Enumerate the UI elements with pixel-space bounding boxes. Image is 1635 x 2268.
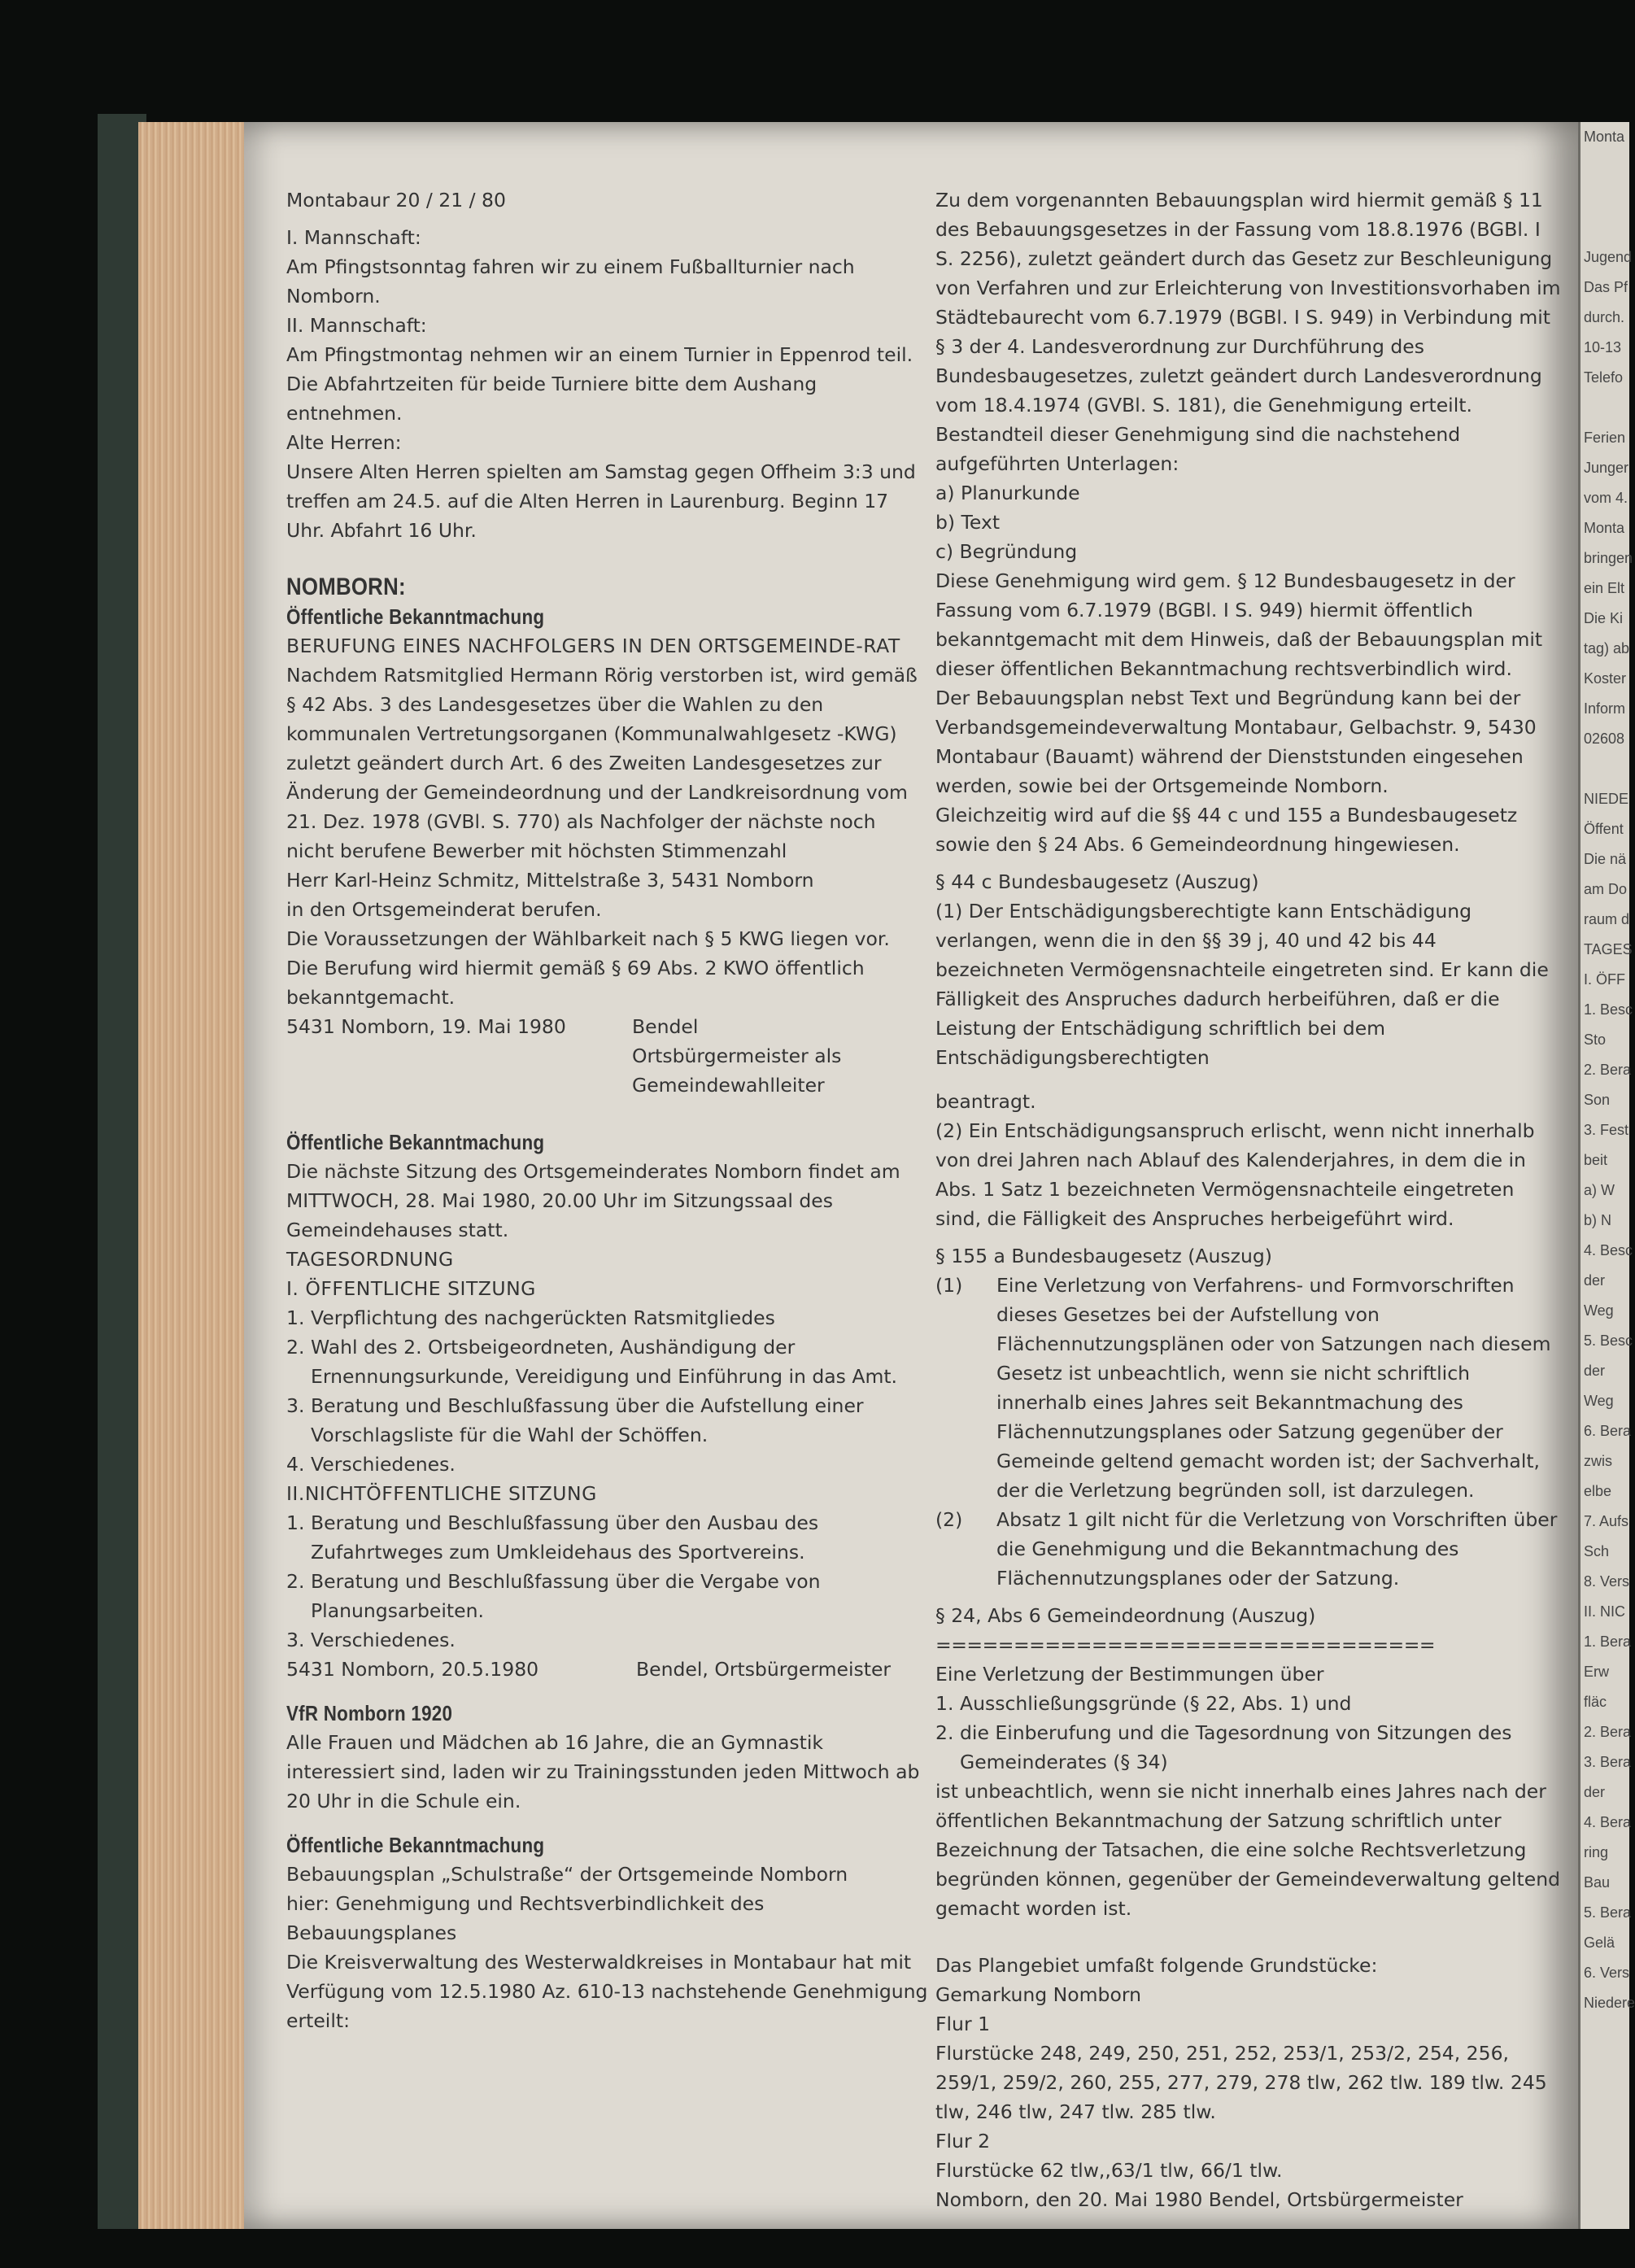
- nomborn-heading: NOMBORN:: [286, 574, 406, 600]
- flur1-label: Flur 1: [935, 2013, 991, 2035]
- next-page-fragment: Weg: [1584, 1393, 1614, 1409]
- part-item: b) Text: [935, 511, 1001, 534]
- next-page-fragment: der: [1584, 1363, 1606, 1379]
- next-page-fragment: der: [1584, 1272, 1606, 1289]
- s24-intro: Eine Verletzung der Bestimmungen über: [935, 1663, 1324, 1686]
- meeting-intro: Die nächste Sitzung des Ortsgemeinderates Nomborn findet am MITTWOCH, 28. Mai 1980, 20.00 Uhr im Sitzungssaal des Gemeindehauses statt.: [286, 1160, 900, 1241]
- next-page-edge: [1578, 122, 1635, 2229]
- next-page-fragment: a) W: [1584, 1182, 1615, 1198]
- next-page-fragment: Bau: [1584, 1874, 1611, 1891]
- next-page-fragment: [1580, 212, 1629, 242]
- s44-title: § 44 c Bundesbaugesetz (Auszug): [935, 870, 1259, 893]
- next-page-fragment: Öffent: [1584, 821, 1624, 837]
- next-page-fragment: Junger: [1584, 460, 1629, 476]
- notice-person: Herr Karl-Heinz Schmitz, Mittelstraße 3, 5431 Nomborn: [286, 869, 814, 892]
- next-page-fragment: b) N: [1584, 1212, 1612, 1228]
- next-page-fragment: tag) ab: [1584, 640, 1630, 656]
- s24-title: § 24, Abs 6 Gemeindeordnung (Auszug): [935, 1604, 1316, 1627]
- next-page-fragment: [1580, 182, 1629, 212]
- next-page-fragment: Niedere: [1584, 1995, 1635, 2011]
- next-page-fragment: der: [1584, 1784, 1606, 1800]
- notice-signature: [286, 1012, 929, 1100]
- next-page-fragment: Telefo: [1584, 369, 1624, 386]
- flur2-parcels: Flurstücke 62 tlw,,63/1 tlw, 66/1 tlw.: [935, 2159, 1283, 2182]
- signature-name: Bendel, Ortsbürgermeister: [636, 1658, 892, 1681]
- s24-item: 2. die Einberufung und die Tagesordnung von Sitzungen des Gemeinderates (§ 34): [935, 1721, 1512, 1773]
- signature-name: Bendel Ortsbürgermeister als Gemeindewahlleiter: [632, 1015, 842, 1097]
- notice-body: Nachdem Ratsmitglied Hermann Rörig verstorben ist, wird gemäß § 42 Abs. 3 des Landesgesetzes über die Wahlen zu den kommunalen Vertretungsorganen (Kommunalwahlgesetz -KWG) zuletzt geändert durch Art. 6 des Zweiten Landesgesetzes zur Änderung der Gemeindeordnung und der Landkreisordnung vom 21. Dez. 1978 (GVBl. S. 770) als Nachfolger der nächste noch nicht berufene Bewerber mit höchsten Stimmenzahl: [286, 664, 918, 862]
- next-page-fragment: 7. Aufs: [1584, 1513, 1629, 1529]
- next-page-fragment: 5. Bera: [1584, 1904, 1632, 1921]
- next-page-fragment: vom 4.: [1584, 490, 1628, 506]
- next-page-fragment: 8. Vers: [1584, 1573, 1630, 1590]
- s155-item: (1) Eine Verletzung von Verfahrens- und Formvorschriften dieses Gesetzes bei der Aufstellung von Flächennutzungsplänen oder von Satzungen nach diesem Gesetz ist unbeachtlich, wenn sie nicht schriftlich innerhalb eines Jahres seit Bekanntmachung des Flächennutzungsplanes oder Satzung gegenüber der Gemeinde geltend gemacht worden ist; der Sachverhalt, der die Verletzung begründen soll, ist darzulegen.: [935, 1274, 1551, 1502]
- s155-item: (2) Absatz 1 gilt nicht für die Verletzung von Vorschriften über die Genehmigung und die Bekanntmachung des Flächennutzungsplanes oder der Satzung.: [935, 1508, 1558, 1590]
- notice-appointed: in den Ortsgemeinderat berufen.: [286, 898, 602, 921]
- departure-text: Die Abfahrtzeiten für beide Turniere bitte dem Aushang entnehmen.: [286, 373, 818, 425]
- s24-rule: ================================: [935, 1633, 1436, 1656]
- flur1-parcels: Flurstücke 248, 249, 250, 251, 252, 253/1, 253/2, 254, 256, 259/1, 259/2, 260, 255, 277, 279, 278 tlw, 262 tlw. 189 tlw. 245 tlw, 246 tlw, 247 tlw. 285 tlw.: [935, 2042, 1547, 2123]
- next-page-fragment: 3. Bera: [1584, 1754, 1632, 1770]
- next-page-fragment: 6. Bera: [1584, 1423, 1632, 1439]
- next-page-fragment: beit: [1584, 1152, 1608, 1168]
- s24-item: 1. Ausschließungsgründe (§ 22, Abs. 1) und: [935, 1692, 1352, 1715]
- intro-title: Montabaur 20 / 21 / 80: [286, 189, 506, 212]
- next-page-fragment: am Do: [1584, 881, 1628, 897]
- s44-para2: (2) Ein Entschädigungsanspruch erlischt, wenn nicht innerhalb von drei Jahren nach Ablauf des Kalenderjahres, in dem die in Abs. 1 Satz 1 bezeichneten Vermögensnachteile eingetreten sind, die Fälligkeit des Anspruches herbeigeführt wird.: [935, 1119, 1535, 1230]
- page-edges: [138, 122, 252, 2229]
- right-column: [935, 185, 1562, 2214]
- next-page-fragment: 2. Bera: [1584, 1062, 1632, 1078]
- team2-text: Am Pfingstmontag nehmen wir an einem Turnier in Eppenrod teil.: [286, 343, 913, 366]
- next-page-fragment: Die nä: [1584, 851, 1627, 867]
- next-page-fragment: durch.: [1584, 309, 1625, 325]
- parts-intro: Bestandteil dieser Genehmigung sind die nachstehend aufgeführten Unterlagen:: [935, 423, 1461, 475]
- plan-heading: Öffentliche Bekanntmachung: [286, 1833, 545, 1857]
- signature-place: 5431 Nomborn, 20.5.1980: [286, 1658, 539, 1681]
- next-page-fragment: 02608: [1584, 731, 1625, 747]
- agenda-item: 3. Beratung und Beschlußfassung über die Aufstellung einer Vorschlagsliste für die Wahl der Schöffen.: [286, 1394, 864, 1446]
- notice-conditions: Die Voraussetzungen der Wählbarkeit nach § 5 KWG liegen vor.: [286, 927, 890, 950]
- next-page-fragment: 4. Bera: [1584, 1814, 1632, 1830]
- next-page-fragment: Gelä: [1584, 1934, 1615, 1951]
- next-page-fragment: 4. Besc: [1584, 1242, 1633, 1258]
- old-text: Unsere Alten Herren spielten am Samstag gegen Offheim 3:3 und treffen am 24.5. auf die Alten Herren in Laurenburg. Beginn 17 Uhr. Abfahrt 16 Uhr.: [286, 460, 916, 542]
- plan-line1: Bebauungsplan „Schulstraße“ der Ortsgemeinde Nomborn: [286, 1863, 848, 1886]
- private-session-label: II.NICHTÖFFENTLICHE SITZUNG: [286, 1482, 597, 1505]
- inspection-text: Der Bebauungsplan nebst Text und Begründung kann bei der Verbandsgemeindeverwaltung Montabaur, Gelbachstr. 9, 5430 Montabaur (Bauamt) während der Dienststunden eingesehen werden, sowie bei der Ortsgemeinde Nomborn.: [935, 687, 1537, 797]
- notice-heading: Öffentliche Bekanntmachung: [286, 604, 545, 629]
- next-page-fragment: Sto: [1584, 1032, 1607, 1048]
- part-item: c) Begründung: [935, 540, 1078, 563]
- next-page-fragment: NIEDE: [1584, 791, 1629, 807]
- next-page-fragment: Weg: [1584, 1302, 1614, 1319]
- left-column: [286, 185, 929, 2035]
- meeting-signature: [286, 1655, 929, 1684]
- next-page-fragment: Die Ki: [1584, 610, 1624, 626]
- next-page-fragment: 5. Besc: [1584, 1332, 1633, 1349]
- public-agenda-list: [286, 1303, 929, 1479]
- s155-title: § 155 a Bundesbaugesetz (Auszug): [935, 1245, 1272, 1267]
- next-page-fragment: elbe: [1584, 1483, 1612, 1499]
- next-page-fragment: Das Pf: [1584, 279, 1628, 295]
- agenda-item: 1. Beratung und Beschlußfassung über den Ausbau des Zufahrtweges zum Umkleidehaus des Sportvereins.: [286, 1511, 819, 1564]
- agenda-item: 4. Verschiedenes.: [286, 1453, 456, 1476]
- plan-body: Die Kreisverwaltung des Westerwaldkreises in Montabaur hat mit Verfügung vom 12.5.1980 Az. 610-13 nachstehende Genehmigung erteilt:: [286, 1951, 928, 2032]
- next-page-fragment: [1580, 393, 1629, 423]
- notice-publication: Die Berufung wird hiermit gemäß § 69 Abs. 2 KWO öffentlich bekanntgemacht.: [286, 957, 865, 1009]
- next-page-fragment: Monta: [1584, 129, 1625, 145]
- area-intro: Das Plangebiet umfaßt folgende Grundstücke:: [935, 1954, 1378, 1977]
- next-page-fragment: Monta: [1584, 520, 1625, 536]
- next-page-fragment: [1580, 754, 1629, 784]
- agenda-item: 2. Wahl des 2. Ortsbeigeordneten, Aushändigung der Ernennungsurkunde, Vereidigung und Einführung in das Amt.: [286, 1336, 898, 1388]
- next-page-fragment: Ferien: [1584, 430, 1626, 446]
- meeting-heading: Öffentliche Bekanntmachung: [286, 1130, 545, 1154]
- agenda-label: TAGESORDNUNG: [286, 1248, 454, 1271]
- next-page-fragment: TAGES: [1584, 941, 1633, 957]
- signature-place: 5431 Nomborn, 19. Mai 1980: [286, 1015, 566, 1038]
- next-page-fragment: Sch: [1584, 1543, 1610, 1559]
- plan-line2: hier: Genehmigung und Rechtsverbindlichkeit des Bebauungsplanes: [286, 1892, 765, 1944]
- next-page-fragment: Jugend: [1584, 249, 1633, 265]
- next-page-fragment: I. ÖFF: [1584, 971, 1625, 988]
- next-page-fragment: 1. Bera: [1584, 1633, 1632, 1650]
- closing-signature: Nomborn, den 20. Mai 1980 Bendel, Ortsbürgermeister: [935, 2188, 1463, 2211]
- next-page-fragment: II. NIC: [1584, 1603, 1626, 1620]
- next-page-fragments: [1580, 122, 1635, 2018]
- next-page-fragment: 3. Fest: [1584, 1122, 1629, 1138]
- next-page-fragment: zwis: [1584, 1453, 1612, 1469]
- next-page-fragment: Koster: [1584, 670, 1627, 687]
- next-page-fragment: 2. Bera: [1584, 1724, 1632, 1740]
- next-page-fragment: bringen: [1584, 550, 1633, 566]
- next-page-fragment: 6. Vers: [1584, 1965, 1630, 1981]
- agenda-item: 1. Verpflichtung des nachgerückten Ratsmitgliedes: [286, 1306, 775, 1329]
- s44-para1: (1) Der Entschädigungsberechtigte kann Entschädigung verlangen, wenn die in den §§ 39 j, 40 und 42 bis 44 bezeichneten Vermögensnachteile eingetreten sind. Er kann die Fälligkeit des Anspruches dadurch herbeiführen, daß er die Leistung der Entschädigung schriftlich bei dem Entschädigungsberechtigten: [935, 900, 1549, 1069]
- next-page-fragment: Erw: [1584, 1664, 1609, 1680]
- notice-subject: BERUFUNG EINES NACHFOLGERS IN DEN ORTSGEMEINDE-RAT: [286, 635, 900, 657]
- flur2-label: Flur 2: [935, 2130, 991, 2152]
- next-page-fragment: ein Elt: [1584, 580, 1625, 596]
- team1-text: Am Pfingstsonntag fahren wir zu einem Fußballturnier nach Nomborn.: [286, 255, 855, 307]
- s44-para1-end: beantragt.: [935, 1090, 1036, 1113]
- approval-text: Zu dem vorgenannten Bebauungsplan wird hiermit gemäß § 11 des Bebauungsgesetzes in der Fassung vom 18.8.1976 (BGBl. I S. 2256), zuletzt geändert durch das Gesetz zur Beschleunigung von Verfahren und zur Erleichterung von Investitionsvorhaben im Städtebaurecht vom 6.7.1979 (BGBl. I S. 949) in Verbindung mit § 3 der 4. Landesverordnung zur Durchführung des Bundesbaugesetzes, zuletzt geändert durch Landesverordnung vom 18.4.1974 (GVBl. S. 181), die Genehmigung erteilt.: [935, 189, 1561, 417]
- next-page-fragment: Son: [1584, 1092, 1611, 1108]
- next-page-fragment: raum d: [1584, 911, 1630, 927]
- part-item: a) Planurkunde: [935, 482, 1080, 504]
- next-page-fragment: 1. Besc: [1584, 1001, 1633, 1018]
- vfr-heading: VfR Nomborn 1920: [286, 1701, 453, 1725]
- team2-label: II. Mannschaft:: [286, 314, 427, 337]
- public-session-label: I. ÖFFENTLICHE SITZUNG: [286, 1277, 536, 1300]
- reference-text: Gleichzeitig wird auf die §§ 44 c und 155 a Bundesbaugesetz sowie den § 24 Abs. 6 Gemeindeordnung hingewiesen.: [935, 804, 1518, 856]
- granted-text: Diese Genehmigung wird gem. § 12 Bundesbaugesetz in der Fassung vom 6.7.1979 (BGBl. I S. 949) hiermit öffentlich bekanntgemacht mit dem Hinweis, daß der Bebauungsplan mit dieser öffentlichen Bekanntmachung rechtsverbindlich wird.: [935, 569, 1543, 680]
- area-district: Gemarkung Nomborn: [935, 1983, 1141, 2006]
- next-page-fragment: [1580, 152, 1629, 182]
- private-agenda-list: [286, 1508, 929, 1655]
- old-label: Alte Herren:: [286, 431, 402, 454]
- agenda-item: 2. Beratung und Beschlußfassung über die Vergabe von Planungsarbeiten.: [286, 1570, 821, 1622]
- vfr-body: Alle Frauen und Mädchen ab 16 Jahre, die an Gymnastik interessiert sind, laden wir zu Trainingsstunden jeden Mittwoch ab 20 Uhr in die Schule ein.: [286, 1731, 920, 1812]
- team1-label: I. Mannschaft:: [286, 226, 421, 249]
- next-page-fragment: ring: [1584, 1844, 1609, 1860]
- next-page-fragment: fläc: [1584, 1694, 1607, 1710]
- s24-body: ist unbeachtlich, wenn sie nicht innerhalb eines Jahres nach der öffentlichen Bekanntmachung der Satzung schriftlich unter Bezeichnung der Tatsachen, die eine solche Rechtsverletzung begründen können, gegenüber der Gemeindeverwaltung geltend gemacht worden ist.: [935, 1780, 1561, 1920]
- next-page-fragment: Inform: [1584, 700, 1626, 717]
- next-page-fragment: 10-13: [1584, 339, 1622, 355]
- agenda-item: 3. Verschiedenes.: [286, 1629, 456, 1651]
